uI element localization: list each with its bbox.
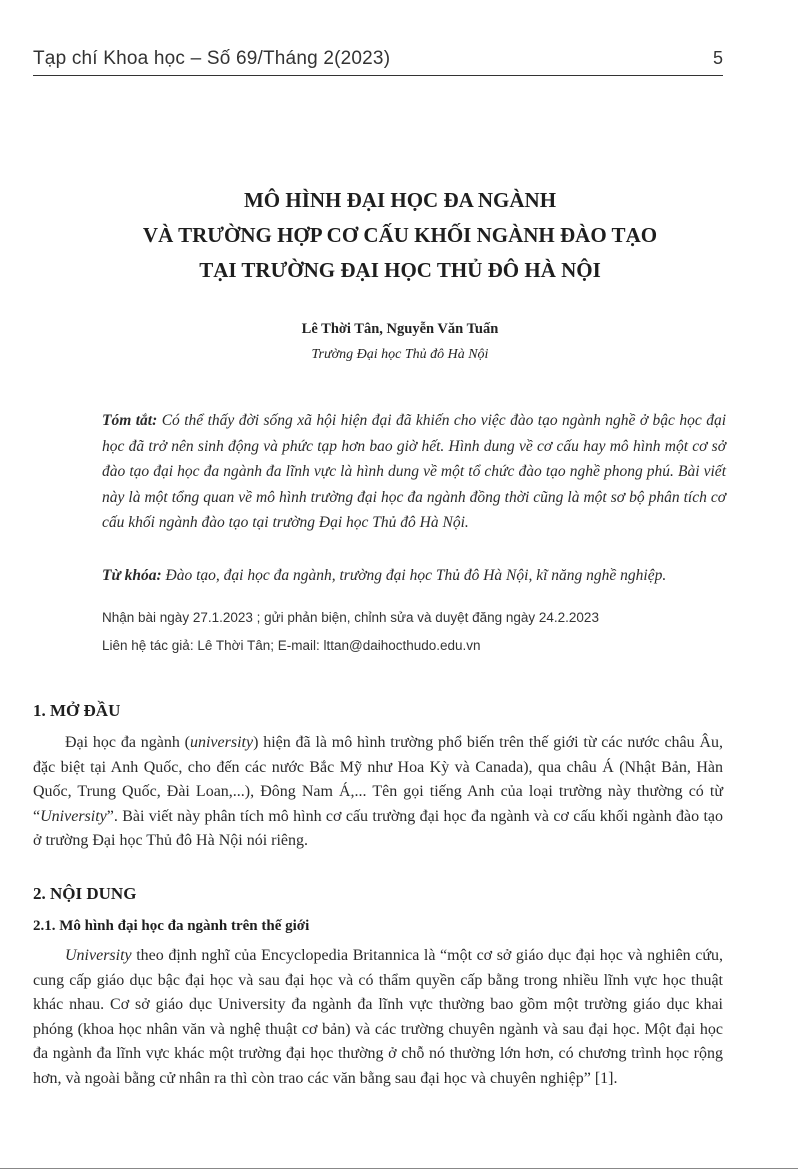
section-2-1-paragraph bbox=[33, 944, 723, 1091]
text-run: theo định nghĩ của Encyclopedia Britannica là “một cơ sở giáo dục đại học và nghiên cứu, cung cấp giáo dục bậc đại học và sau đại học và có thẩm quyền cấp bằng trong nhiều lĩnh vực học thuật khác nhau. Cơ sở giáo dục University đa ngành đa lĩnh vực thường bao gồm một trường giáo dục khai phóng (khoa học nhân văn và nghệ thuật cơ bản) và các trường chuyên ngành và sau đại học. Một đại học đa ngành đa lĩnh vực khác một trường đại học thường ở chỗ nó thường lớn hơn, có chương trình học rộng hơn, và ngoài bằng cử nhân ra thì còn trao các văn bằng sau đại học và chuyên nghiệp” [1]. bbox=[33, 947, 723, 1087]
title-line-3: TẠI TRƯỜNG ĐẠI HỌC THỦ ĐÔ HÀ NỘI bbox=[199, 258, 601, 282]
abstract bbox=[102, 408, 726, 536]
affiliation: Trường Đại học Thủ đô Hà Nội bbox=[311, 347, 489, 362]
header-rule bbox=[33, 75, 723, 76]
received-date: Nhận bài ngày 27.1.2023 ; gửi phản biện, chỉnh sửa và duyệt đăng ngày 24.2.2023 bbox=[102, 610, 599, 625]
title-line-1: MÔ HÌNH ĐẠI HỌC ĐA NGÀNH bbox=[243, 188, 557, 212]
section-1-heading: 1. MỞ ĐẦU bbox=[33, 701, 121, 720]
keywords bbox=[102, 563, 742, 588]
section-2-heading: 2. NỘI DUNG bbox=[33, 884, 137, 903]
page-bottom-rule bbox=[0, 1168, 798, 1169]
text-run: Đại học đa ngành ( bbox=[65, 734, 190, 751]
text-run: ) hiện đã là mô hình trường phổ biến trên thế giới từ các nước châu Âu, đặc biệt tại Anh Quốc, cho đến các nước Bắc Mỹ như Hoa Kỳ và Canada), qua châu Á (Nhật Bản, Hàn Quốc, Trung Quốc, Đài Loan,...), Đông Nam Á,... Tên gọi tiếng Anh của loại trường này thường có từ “ bbox=[33, 734, 724, 825]
italic-term: University bbox=[40, 807, 107, 825]
page-number: 5 bbox=[712, 48, 723, 68]
abstract-label: Tóm tắt: bbox=[102, 412, 158, 429]
running-header bbox=[33, 48, 723, 78]
authors: Lê Thời Tân, Nguyễn Văn Tuấn bbox=[301, 321, 499, 337]
subsection-2-1-heading: 2.1. Mô hình đại học đa ngành trên thế giới bbox=[33, 918, 310, 934]
text-run: ”. Bài viết này phân tích mô hình cơ cấu trường đại học đa ngành và cơ cấu khối ngành đào tạo ở trường Đại học Thủ đô Hà Nội nói riêng. bbox=[33, 807, 723, 849]
section-1-paragraph bbox=[33, 731, 723, 854]
author-contact: Liên hệ tác giả: Lê Thời Tân; E-mail: lttan@daihocthudo.edu.vn bbox=[102, 638, 481, 653]
italic-term: University bbox=[65, 947, 132, 964]
keywords-text: Đào tạo, đại học đa ngành, trường đại học Thủ đô Hà Nội, kĩ năng nghề nghiệp. bbox=[165, 567, 667, 584]
abstract-text: Có thể thấy đời sống xã hội hiện đại đã khiến cho việc đào tạo ngành nghề ở bậc học đại học đã trở nên sinh động và phức tạp hơn bao giờ hết. Hình dung về cơ cấu hay mô hình một cơ sở đào tạo đại học đa ngành đa lĩnh vực là hình dung về một tổ chức đào tạo nghề phong phú. Bài viết này là một tổng quan về mô hình trường đại học đa ngành đồng thời cũng là một sơ bộ phân tích cơ cấu khối ngành đào tạo tại trường Đại học Thủ đô Hà Nội. bbox=[102, 412, 726, 532]
journal-title: Tạp chí Khoa học – Số 69/Tháng 2(2023) bbox=[33, 48, 391, 69]
title-line-2: VÀ TRƯỜNG HỢP CƠ CẤU KHỐI NGÀNH ĐÀO TẠO bbox=[142, 223, 658, 247]
article-title bbox=[70, 183, 730, 288]
keywords-label: Từ khóa: bbox=[102, 567, 162, 584]
italic-term: university bbox=[189, 734, 254, 751]
